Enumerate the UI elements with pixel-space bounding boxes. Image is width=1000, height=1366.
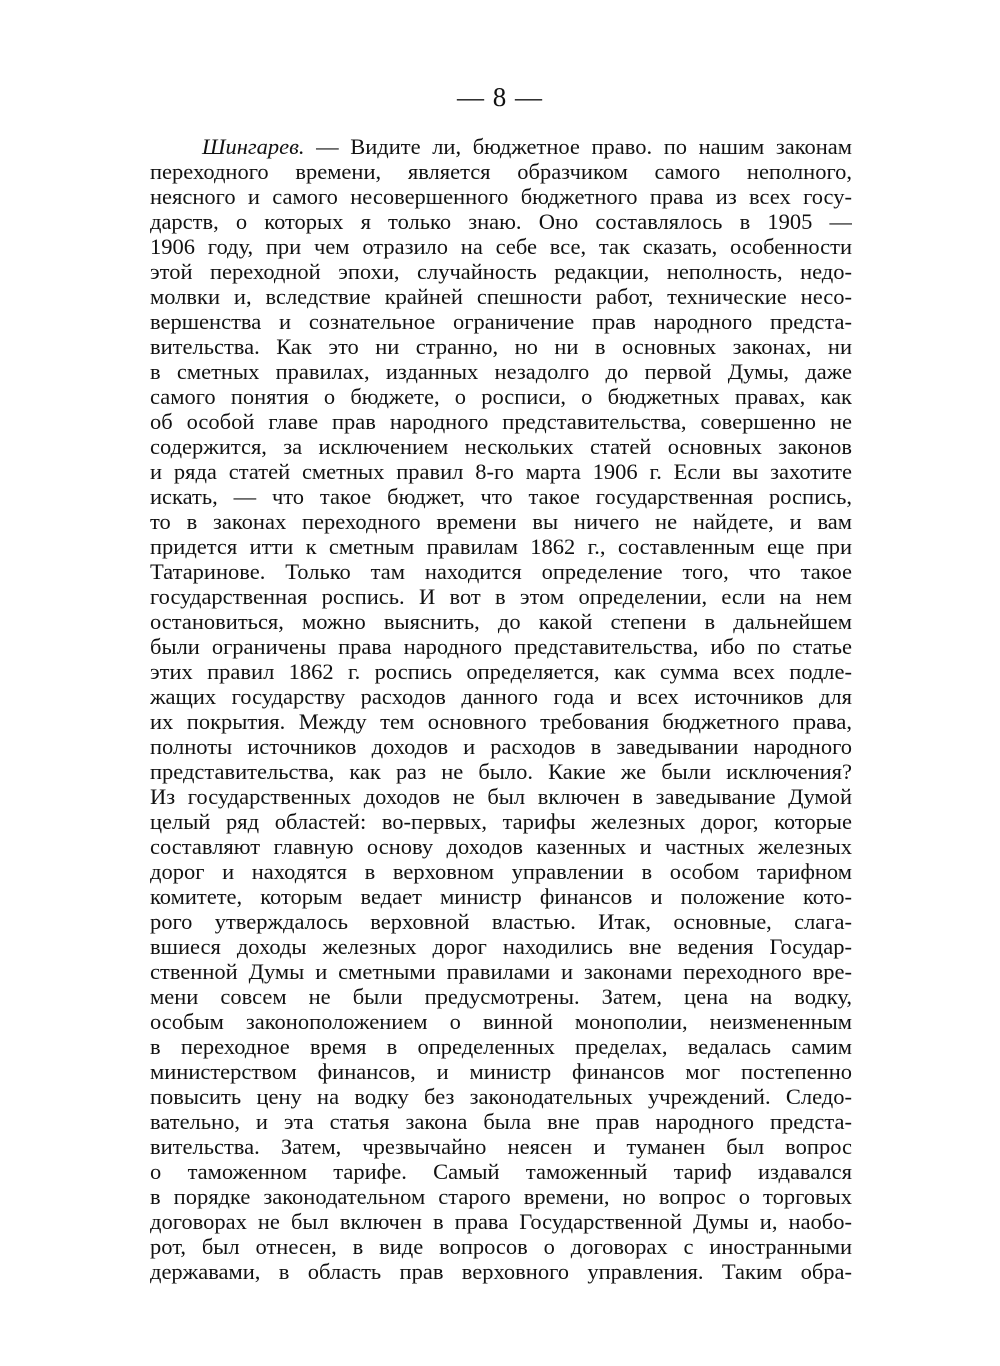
- text-line: о таможенном тарифе. Самый таможенный тариф издавался: [150, 1159, 852, 1184]
- speaker-name: Шингарев.: [202, 134, 305, 159]
- text-line: в сметных правилах, изданных незадолго до первой Думы, даже: [150, 359, 852, 384]
- text-line: Татаринове. Только там находится определение того, что такое: [150, 559, 852, 584]
- text-line: и ряда статей сметных правил 8-го марта 1906 г. Если вы захотите: [150, 459, 852, 484]
- text-line: жащих государству расходов данного года и всех источников для: [150, 684, 852, 709]
- text-line-content: — Видите ли, бюджетное право. по нашим законам: [316, 134, 852, 159]
- text-line: самого понятия о бюджете, о росписи, о бюджетных правах, как: [150, 384, 852, 409]
- text-line: дорог и находятся в верховном управлении в особом тарифном: [150, 859, 852, 884]
- text-line: искать, — что такое бюджет, что такое государственная роспись,: [150, 484, 852, 509]
- text-line: комитете, которым ведает министр финансов и положение кото-: [150, 884, 852, 909]
- text-line: содержится, за исключением нескольких статей основных законов: [150, 434, 852, 459]
- text-line: остановиться, можно выяснить, до какой степени в дальнейшем: [150, 609, 852, 634]
- text-line: вершенства и сознательное ограничение прав народного предста-: [150, 309, 852, 334]
- text-line: целый ряд областей: во-первых, тарифы железных дорог, которые: [150, 809, 852, 834]
- text-line: вшиеся доходы железных дорог находились вне ведения Государ-: [150, 934, 852, 959]
- text-line: рого утверждалось верховной властью. Итак, основные, слага-: [150, 909, 852, 934]
- text-line: вительства. Затем, чрезвычайно неясен и туманен был вопрос: [150, 1134, 852, 1159]
- text-line: полноты источников доходов и расходов в заведывании народного: [150, 734, 852, 759]
- text-line: вательно, и эта статья закона была вне прав народного предста-: [150, 1109, 852, 1134]
- text-line: молвки и, вследствие крайней спешности работ, технические несо-: [150, 284, 852, 309]
- text-line: государственная роспись. И вот в этом определении, если на нем: [150, 584, 852, 609]
- text-line: переходного времени, является образчиком самого неполного,: [150, 159, 852, 184]
- text-line: их покрытия. Между тем основного требования бюджетного права,: [150, 709, 852, 734]
- text-line: составляют главную основу доходов казенных и частных железных: [150, 834, 852, 859]
- text-line: рот, был отнесен, в виде вопросов о договорах с иностранными: [150, 1234, 852, 1259]
- text-line: представительства, как раз не было. Какие же были исключения?: [150, 759, 852, 784]
- text-line: были ограничены права народного представительства, ибо по статье: [150, 634, 852, 659]
- text-line: мени совсем не были предусмотрены. Затем, цена на водку,: [150, 984, 852, 1009]
- text-line: повысить цену на водку без законодательных учреждений. Следо-: [150, 1084, 852, 1109]
- text-line: 1906 году, при чем отразило на себе все, так сказать, особенности: [150, 234, 852, 259]
- text-line: министерством финансов, и министр финансов мог постепенно: [150, 1059, 852, 1084]
- text-line: этой переходной эпохи, случайность редакции, неполность, недо-: [150, 259, 852, 284]
- page-number: — 8 —: [457, 82, 543, 112]
- text-line: то в законах переходного времени вы ничего не найдете, и вам: [150, 509, 852, 534]
- text-line: придется итти к сметным правилам 1862 г., составленным еще при: [150, 534, 852, 559]
- text-line: в переходное время в определенных пределах, ведалась самим: [150, 1034, 852, 1059]
- text-line: договорах не был включен в права Государственной Думы и, наобо-: [150, 1209, 852, 1234]
- text-line: державами, в область прав верховного управления. Таким обра-: [150, 1259, 852, 1284]
- text-line: ственной Думы и сметными правилами и законами переходного вре-: [150, 959, 852, 984]
- text-line: в порядке законодательном старого времени, но вопрос о торговых: [150, 1184, 852, 1209]
- text-line: дарств, о которых я только знаю. Оно составлялось в 1905 —: [150, 209, 852, 234]
- text-line: особым законоположением о винной монополии, неизмененным: [150, 1009, 852, 1034]
- text-line: вительства. Как это ни странно, но ни в основных законах, ни: [150, 334, 852, 359]
- text-line: Из государственных доходов не был включен в заведывание Думой: [150, 784, 852, 809]
- text-line: этих правил 1862 г. роспись определяется, как сумма всех подле-: [150, 659, 852, 684]
- text-line: об особой главе прав народного представительства, совершенно не: [150, 409, 852, 434]
- text-line: [150, 134, 852, 159]
- body-text: [150, 134, 852, 1284]
- text-line: неясного и самого несовершенного бюджетного права из всех госу-: [150, 184, 852, 209]
